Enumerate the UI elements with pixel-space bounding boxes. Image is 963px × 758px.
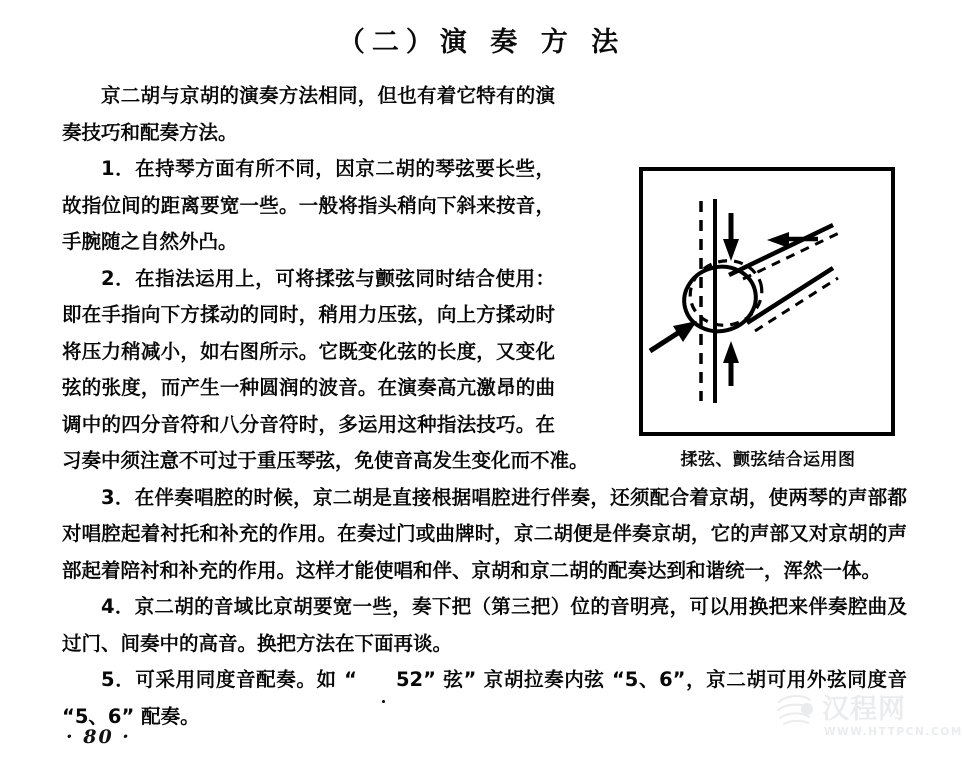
watermark bbox=[776, 692, 963, 748]
page-title: （二）演 奏 方 法 bbox=[337, 27, 626, 58]
swirl-logo-icon bbox=[776, 693, 822, 727]
note-inner-string: 5、6 bbox=[624, 668, 673, 691]
paragraph-intro: 京二胡与京胡的演奏方法相同，但也有着它特有的演奏技巧和配奏方法。 bbox=[62, 84, 555, 144]
note-low-sol: 5 bbox=[357, 662, 410, 699]
watermark-url: WWW.HTTPCN.COM bbox=[824, 726, 963, 738]
article-body bbox=[62, 78, 907, 735]
point5-after: ”，京二胡可用外弦同度音 “ bbox=[62, 668, 907, 728]
point5-middle: ” 弦” 京胡拉奏内弦 “ bbox=[423, 668, 625, 691]
paragraph-point-2: 2．在指法运用上，可将揉弦与颤弦同时结合使用：即在手指向下方揉动的同时，稍用力压弦，向上方揉动时将压力稍减小，如右图所示。它既变化弦的长度，又变化弦的张度，而产生一种圆润的波音。在演奏高亢激昂的曲调中的四分音符和八分音符时，多运用这种指法技巧。在习奏中须注意不可过于重压琴弦，免使音高发生变化而不准。 bbox=[62, 266, 589, 472]
note-outer-string: 5、6 bbox=[74, 704, 122, 728]
point5-suffix: ” 配奏。 bbox=[121, 704, 200, 728]
point5-prefix: 5．可采用同度音配奏。如 “ bbox=[101, 668, 357, 691]
paragraph-point-3: 3．在伴奏唱腔的时候，京二胡是直接根据唱腔进行伴奏，还须配合着京胡，使两琴的声部都对唱腔起着衬托和补充的作用。在奏过门或曲牌时，京二胡便是伴奏京胡，它的声部又对京胡的声部起着陪衬和补充的作用。这样才能使唱和伴、京胡和京二胡的配奏达到和谐统一，浑然一体。 bbox=[62, 485, 907, 582]
paragraph-point-1: 1．在持琴方面有所不同，因京二胡的琴弦要长些，故指位间的距离要宽一些。一般将指头稍向下斜来按音，手腕随之自然外凸。 bbox=[62, 157, 555, 253]
figure-caption: 揉弦、颤弦结合运用图 bbox=[680, 450, 856, 470]
figure-text-wrap-spacer bbox=[555, 78, 907, 408]
paragraph-point-4: 4．京二胡的音域比京胡要宽一些，奏下把（第三把）位的音明亮，可以用换把来伴奏腔曲及过门、间奏中的高音。换把方法在下面再谈。 bbox=[62, 595, 907, 655]
watermark-brand: 汉程网 bbox=[822, 694, 906, 725]
page-number: · 80 · bbox=[66, 726, 131, 748]
note-re: 2 bbox=[409, 668, 424, 691]
